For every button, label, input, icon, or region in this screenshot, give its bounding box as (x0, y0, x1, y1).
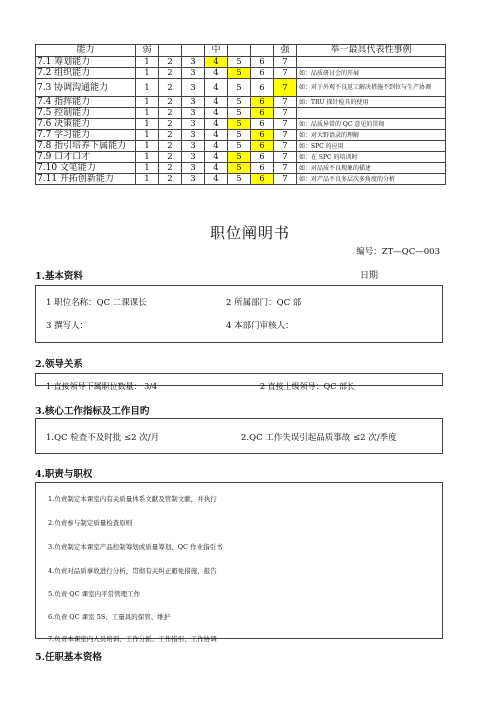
duties-box (35, 482, 443, 643)
score-cell: 4 (205, 141, 228, 152)
duty-item: 1.负责制定本课室内有关质量体系文献及管制文献，并执行 (48, 495, 217, 503)
score-cell: 6 (251, 152, 274, 163)
header-blank (182, 45, 205, 57)
score-cell: 4 (205, 68, 228, 79)
score-cell: 3 (182, 79, 205, 97)
date-label: 日期 (360, 271, 379, 281)
section-heading-kpi: 3.核心工作指标及工作目旳 (35, 406, 150, 417)
table-row (36, 130, 446, 141)
header-example: 举一最具代表性事例 (297, 45, 446, 57)
score-cell: 6 (251, 97, 274, 108)
score-cell: 7 (274, 79, 297, 97)
score-cell: 7 (274, 163, 297, 174)
score-cell: 2 (159, 108, 182, 119)
table-row (36, 108, 446, 119)
writer: 3 撰写人： (46, 321, 89, 331)
example-cell (297, 108, 446, 119)
score-cell: 4 (205, 152, 228, 163)
table-row (36, 79, 446, 97)
section-heading-qualifications: 5.任职基本资格 (35, 652, 102, 663)
score-cell: 1 (136, 108, 159, 119)
score-cell: 7 (274, 68, 297, 79)
score-cell: 4 (205, 57, 228, 68)
section-heading-duties: 4.职责与职权 (35, 469, 93, 480)
score-cell: 1 (136, 130, 159, 141)
example-cell: 如：在 SPC 的培训时 (297, 152, 446, 163)
score-cell: 6 (251, 79, 274, 97)
score-cell: 1 (136, 57, 159, 68)
score-cell: 6 (251, 130, 274, 141)
table-row (36, 141, 446, 152)
score-cell: 2 (159, 130, 182, 141)
example-cell: 如：对大野语录的理解 (297, 130, 446, 141)
score-cell: 3 (182, 119, 205, 130)
score-cell: 1 (136, 79, 159, 97)
score-cell: 4 (205, 174, 228, 185)
table-row (36, 152, 446, 163)
reporting-box (35, 373, 443, 391)
score-cell: 2 (159, 152, 182, 163)
header-blank (228, 45, 251, 57)
score-cell: 3 (182, 163, 205, 174)
example-cell: 如：对于外观不良返工解决措施不到位与生产协调 (297, 79, 446, 97)
score-cell: 7 (274, 108, 297, 119)
score-cell: 5 (228, 130, 251, 141)
header-blank (251, 45, 274, 57)
score-cell: 3 (182, 174, 205, 185)
table-row (36, 97, 446, 108)
duty-item: 3.负责制定本课室产品控制筹划或质量筹划、QC 作业指引书 (48, 543, 223, 551)
score-cell: 2 (159, 141, 182, 152)
score-cell: 1 (136, 163, 159, 174)
score-cell: 7 (274, 141, 297, 152)
header-ability: 能力 (36, 45, 136, 57)
page-title: 职位阐明书 (209, 224, 290, 242)
ability-name: 7.3 协调沟通能力 (36, 79, 136, 97)
ability-name: 7.4 指挥能力 (36, 97, 136, 108)
score-cell: 2 (159, 163, 182, 174)
duty-item: 7.负责本课室内人员培训、工作分派、工作指引、工作协调 (48, 635, 217, 643)
score-cell: 5 (228, 174, 251, 185)
table-row (36, 174, 446, 185)
score-cell: 6 (251, 174, 274, 185)
score-cell: 7 (274, 152, 297, 163)
score-cell: 5 (228, 119, 251, 130)
score-cell: 3 (182, 130, 205, 141)
score-cell: 6 (251, 163, 274, 174)
score-cell: 6 (251, 57, 274, 68)
score-cell: 4 (205, 108, 228, 119)
example-cell: 如：SPC 的应用 (297, 141, 446, 152)
section-heading-basic-info: 1.基本资料 (35, 271, 83, 282)
score-cell: 5 (228, 68, 251, 79)
score-cell: 6 (251, 141, 274, 152)
example-cell (297, 57, 446, 68)
header-weak: 弱 (136, 45, 159, 57)
ability-name: 7.8 指引培养下属能力 (36, 141, 136, 152)
duty-item: 5.负责 QC 课室内平常管理工作 (48, 590, 141, 598)
score-cell: 3 (182, 108, 205, 119)
example-cell: 如：对品质不良现象的描述 (297, 163, 446, 174)
score-cell: 3 (182, 152, 205, 163)
score-cell: 6 (251, 108, 274, 119)
score-cell: 1 (136, 97, 159, 108)
score-cell: 1 (136, 174, 159, 185)
score-cell: 5 (228, 57, 251, 68)
score-cell: 5 (228, 79, 251, 97)
duty-item: 6.负责 QC 课室 5S、工量具的保管、维护 (48, 613, 171, 621)
example-cell: 如：品质研讨会的开展 (297, 68, 446, 79)
score-cell: 2 (159, 97, 182, 108)
score-cell: 5 (228, 163, 251, 174)
basic-info-box (35, 285, 443, 343)
score-cell: 5 (228, 108, 251, 119)
ability-name: 7.5 控制能力 (36, 108, 136, 119)
reviewer: 4 本部门审核人： (226, 321, 294, 331)
score-cell: 7 (274, 174, 297, 185)
ability-name: 7.10 文笔能力 (36, 163, 136, 174)
score-cell: 6 (251, 119, 274, 130)
score-cell: 5 (228, 97, 251, 108)
score-cell: 3 (182, 68, 205, 79)
kpi-item: 1.QC 检查不及时批 ≤2 次/月 (46, 433, 160, 443)
score-cell: 7 (274, 97, 297, 108)
score-cell: 4 (205, 130, 228, 141)
score-cell: 3 (182, 97, 205, 108)
table-row (36, 163, 446, 174)
example-cell: 如：品质异常的 QC 意见的贯彻 (297, 119, 446, 130)
score-cell: 5 (228, 141, 251, 152)
score-cell: 6 (251, 68, 274, 79)
example-cell: 如：TRU 探针检具的使用 (297, 97, 446, 108)
score-cell: 1 (136, 152, 159, 163)
ability-name: 7.2 组织能力 (36, 68, 136, 79)
score-cell: 2 (159, 79, 182, 97)
ability-name: 7.7 学习能力 (36, 130, 136, 141)
kpi-item: 2.QC 工作失误引起品质事故 ≤2 次/季度 (241, 433, 397, 443)
duty-item: 2.负责参与制定质量检查原则 (48, 519, 133, 527)
header-strong: 强 (274, 45, 297, 57)
direct-superior: 2 直接上级领导：QC 部长 (260, 382, 355, 391)
section-heading-reporting: 2.领导关系 (35, 359, 83, 370)
score-cell: 4 (205, 97, 228, 108)
document-number: 编号：ZT—QC—003 (356, 247, 440, 257)
department: 2 所属部门：QC 部 (226, 298, 302, 308)
score-cell: 4 (205, 163, 228, 174)
score-cell: 1 (136, 119, 159, 130)
ability-name: 7.9 口才口才 (36, 152, 136, 163)
position-name: 1 职位名称：QC 二课课长 (46, 298, 147, 308)
score-cell: 2 (159, 174, 182, 185)
header-medium: 中 (205, 45, 228, 57)
table-row (36, 119, 446, 130)
score-cell: 1 (136, 68, 159, 79)
score-cell: 7 (274, 119, 297, 130)
score-cell: 5 (228, 152, 251, 163)
table-row (36, 57, 446, 68)
score-cell: 2 (159, 68, 182, 79)
ability-name: 7.6 决策能力 (36, 119, 136, 130)
kpi-box (35, 418, 443, 454)
duty-item: 4.负责对品质事故进行分析，贯彻有关纠正避免措施，报告 (48, 567, 217, 575)
header-blank (159, 45, 182, 57)
score-cell: 3 (182, 141, 205, 152)
score-cell: 3 (182, 57, 205, 68)
table-row (36, 68, 446, 79)
competency-table (35, 44, 446, 185)
direct-subordinates: 1 直接领导下属职位数量： 3/4 (46, 382, 158, 391)
ability-name: 7.1 筹划能力 (36, 57, 136, 68)
score-cell: 4 (205, 79, 228, 97)
example-cell: 如：对产品不良多层次多角度的分析 (297, 174, 446, 185)
score-cell: 1 (136, 141, 159, 152)
score-cell: 4 (205, 119, 228, 130)
ability-name: 7.11 开拓创新能力 (36, 174, 136, 185)
score-cell: 7 (274, 130, 297, 141)
score-cell: 7 (274, 57, 297, 68)
table-header-row (36, 45, 446, 57)
score-cell: 2 (159, 119, 182, 130)
score-cell: 2 (159, 57, 182, 68)
